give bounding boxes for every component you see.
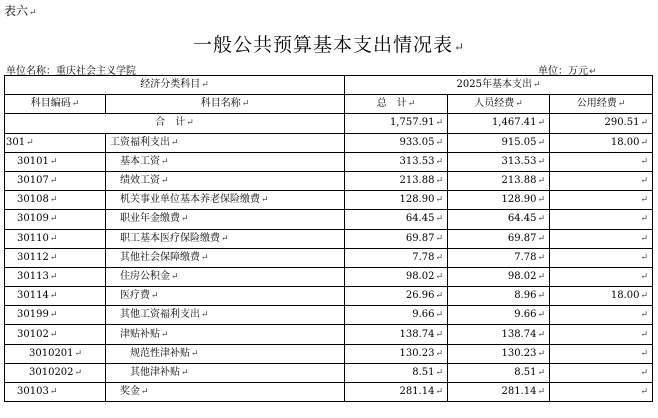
row-public: 18.00↵ [550,133,653,152]
row-code: 30107↵ [5,171,106,190]
page-title: 一般公共预算基本支出情况表↵ [192,34,466,56]
table-row [5,344,653,363]
total-label: 合 计↵ [5,114,345,133]
row-total: 9.66↵ [345,306,448,325]
row-name: 医疗费↵ [106,287,345,306]
row-code: 30108↵ [5,191,106,210]
row-public: ↵ [550,229,653,248]
row-personnel: 915.05↵ [448,133,550,152]
total-public: 290.51↵ [550,114,653,133]
row-total: 98.02↵ [345,267,448,286]
budget-header: 2025年基本支出↵ [345,76,653,95]
row-code: 30103↵ [5,383,106,402]
row-personnel: 313.53↵ [448,152,550,171]
table-row [5,363,653,382]
table-body [5,133,653,402]
row-personnel: 69.87↵ [448,229,550,248]
row-personnel: 9.66↵ [448,306,550,325]
table-row [5,306,653,325]
row-total: 8.51↵ [345,363,448,382]
row-total: 7.78↵ [345,248,448,267]
row-name: 其他社会保障缴费↵ [106,248,345,267]
row-code: 3010202↵ [5,363,106,382]
row-public: ↵ [550,383,653,402]
row-public: ↵ [550,210,653,229]
row-public: ↵ [550,191,653,210]
row-total: 26.96↵ [345,287,448,306]
table-row [5,133,653,152]
public-col-header: 公用经费↵ [550,95,653,114]
unit-currency-label: 单位：万元↵ [538,66,597,77]
row-name: 职业年金缴费↵ [106,210,345,229]
row-total: 281.14↵ [345,383,448,402]
row-personnel: 8.51↵ [448,363,550,382]
row-code: 30112↵ [5,248,106,267]
table-row [5,171,653,190]
table-row [5,287,653,306]
budget-table [4,75,653,402]
row-name: 规范性津补贴↵ [106,344,345,363]
code-col-header: 科目编码↵ [5,95,106,114]
row-name: 住房公积金↵ [106,267,345,286]
table-row [5,248,653,267]
row-total: 64.45↵ [345,210,448,229]
row-name: 工资福利支出↵ [106,133,345,152]
row-total: 130.23↵ [345,344,448,363]
row-public: ↵ [550,325,653,344]
row-code: 30113↵ [5,267,106,286]
row-personnel: 7.78↵ [448,248,550,267]
total-col-header: 总 计↵ [345,95,448,114]
row-public: ↵ [550,171,653,190]
row-code: 30114↵ [5,287,106,306]
row-total: 69.87↵ [345,229,448,248]
table-row [5,152,653,171]
row-personnel: 130.23↵ [448,344,550,363]
row-name: 机关事业单位基本养老保险缴费↵ [106,191,345,210]
row-code: 30199↵ [5,306,106,325]
econ-class-header: 经济分类科目↵ [5,76,345,95]
row-code: 30109↵ [5,210,106,229]
row-public: 18.00↵ [550,287,653,306]
row-total: 933.05↵ [345,133,448,152]
row-name: 绩效工资↵ [106,171,345,190]
total-personnel: 1,467.41↵ [448,114,550,133]
row-public: ↵ [550,306,653,325]
row-total: 128.90↵ [345,191,448,210]
row-personnel: 213.88↵ [448,171,550,190]
row-public: ↵ [550,267,653,286]
row-code: 301↵ [5,133,106,152]
row-name: 奖金↵ [106,383,345,402]
name-col-header: 科目名称↵ [106,95,345,114]
row-personnel: 8.96↵ [448,287,550,306]
header-row-group [5,76,653,95]
total-row [5,114,653,133]
row-personnel: 281.14↵ [448,383,550,402]
row-total: 313.53↵ [345,152,448,171]
row-public: ↵ [550,248,653,267]
row-public: ↵ [550,344,653,363]
row-personnel: 64.45↵ [448,210,550,229]
row-code: 30110↵ [5,229,106,248]
row-public: ↵ [550,152,653,171]
row-total: 213.88↵ [345,171,448,190]
row-name: 津贴补贴↵ [106,325,345,344]
table-caption: 表六↵ [4,4,37,18]
row-code: 3010201↵ [5,344,106,363]
row-personnel: 138.74↵ [448,325,550,344]
table-row [5,383,653,402]
row-name: 其他工资福利支出↵ [106,306,345,325]
table-row [5,191,653,210]
row-public: ↵ [550,363,653,382]
table-row [5,325,653,344]
header-row-columns [5,95,653,114]
personnel-col-header: 人员经费↵ [448,95,550,114]
row-total: 138.74↵ [345,325,448,344]
table-row [5,210,653,229]
row-personnel: 128.90↵ [448,191,550,210]
row-name: 其他津补贴↵ [106,363,345,382]
row-name: 职工基本医疗保险缴费↵ [106,229,345,248]
unit-name-label: 单位名称：重庆社会主义学院 [6,66,136,77]
table-row [5,267,653,286]
total-sum: 1,757.91↵ [345,114,448,133]
row-code: 30101↵ [5,152,106,171]
row-code: 30102↵ [5,325,106,344]
row-name: 基本工资↵ [106,152,345,171]
row-personnel: 98.02↵ [448,267,550,286]
table-row [5,229,653,248]
